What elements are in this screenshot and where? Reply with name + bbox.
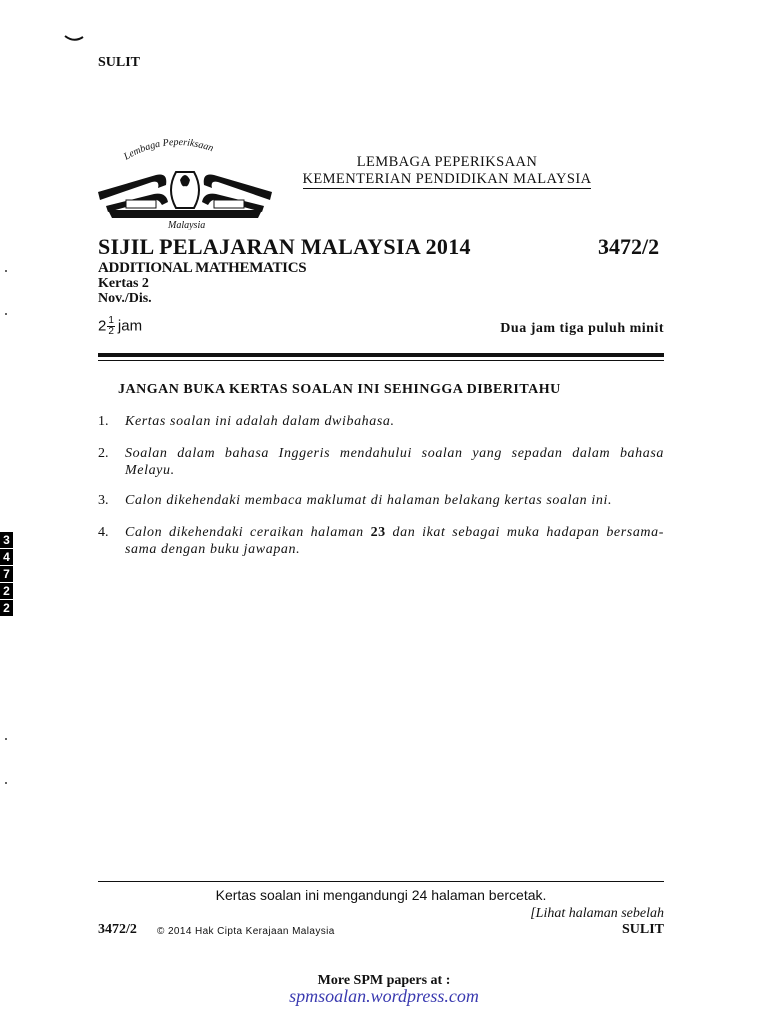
paper-code: 3472/2 — [598, 234, 660, 259]
scan-dot — [5, 313, 7, 315]
scan-mark — [64, 34, 84, 44]
copyright: © 2014 Hak Cipta Kerajaan Malaysia — [157, 926, 335, 937]
svg-text:Malaysia: Malaysia — [168, 220, 206, 230]
warning-notice: JANGAN BUKA KERTAS SOALAN INI SEHINGGA DIBERITAHU — [118, 382, 561, 397]
subject-name: ADDITIONAL MATHEMATICS — [98, 260, 307, 276]
side-code-digit: 3 — [0, 532, 13, 548]
instruction-item: 3. Calon dikehendaki membaca maklumat di halaman belakang kertas soalan ini. — [98, 493, 613, 508]
scan-dot — [5, 270, 7, 272]
more-papers-note: More SPM papers at : — [317, 973, 451, 988]
classification-top: SULIT — [98, 55, 141, 70]
side-code-digit: 2 — [0, 600, 13, 616]
divider-thin — [98, 360, 664, 361]
svg-text:Lembaga Peperiksaan: Lembaga Peperiksaan — [122, 136, 215, 163]
website-link[interactable]: spmsoalan.wordpress.com — [289, 986, 479, 1006]
duration-unit: jam — [117, 317, 143, 335]
duration-fraction: $\frac{1}{2}$ — [108, 315, 114, 337]
exam-title: SIJIL PELAJARAN MALAYSIA 2014 — [98, 234, 471, 259]
exam-sitting: Nov./Dis. — [98, 291, 152, 306]
exam-board — [282, 154, 612, 189]
divider-thick — [98, 353, 664, 357]
duration-whole: 2 — [98, 317, 107, 335]
page-count: Kertas soalan ini mengandungi 24 halaman bercetak. — [215, 887, 547, 903]
exam-board-logo — [96, 130, 274, 230]
side-code-digit: 7 — [0, 566, 13, 582]
instruction-item: 4. Calon dikehendaki ceraikan halaman 23 dan ikat sebagai muka hadapan bersama-sama dengan buku jawapan. — [98, 525, 664, 557]
side-code-digit: 2 — [0, 583, 13, 599]
side-paper-code — [0, 532, 14, 617]
instruction-item: 2. Soalan dalam bahasa Inggeris mendahului soalan yang sepadan dalam bahasa Melayu. — [98, 446, 664, 478]
board-name: LEMBAGA PEPERIKSAAN — [356, 154, 538, 170]
duration-words: Dua jam tiga puluh minit — [500, 321, 664, 336]
paper-number: Kertas 2 — [98, 276, 149, 291]
next-page-note: [Lihat halaman sebelah — [530, 906, 664, 921]
duration — [98, 316, 142, 337]
paper-code-footer: 3472/2 — [98, 922, 137, 937]
scan-dot — [5, 782, 7, 784]
side-code-digit: 4 — [0, 549, 13, 565]
scan-dot — [5, 738, 7, 740]
ministry-name: KEMENTERIAN PENDIDIKAN MALAYSIA — [302, 171, 592, 187]
classification-bottom: SULIT — [621, 922, 664, 937]
footer-divider — [98, 881, 664, 882]
instruction-item: 1. Kertas soalan ini adalah dalam dwibahasa. — [98, 414, 395, 429]
